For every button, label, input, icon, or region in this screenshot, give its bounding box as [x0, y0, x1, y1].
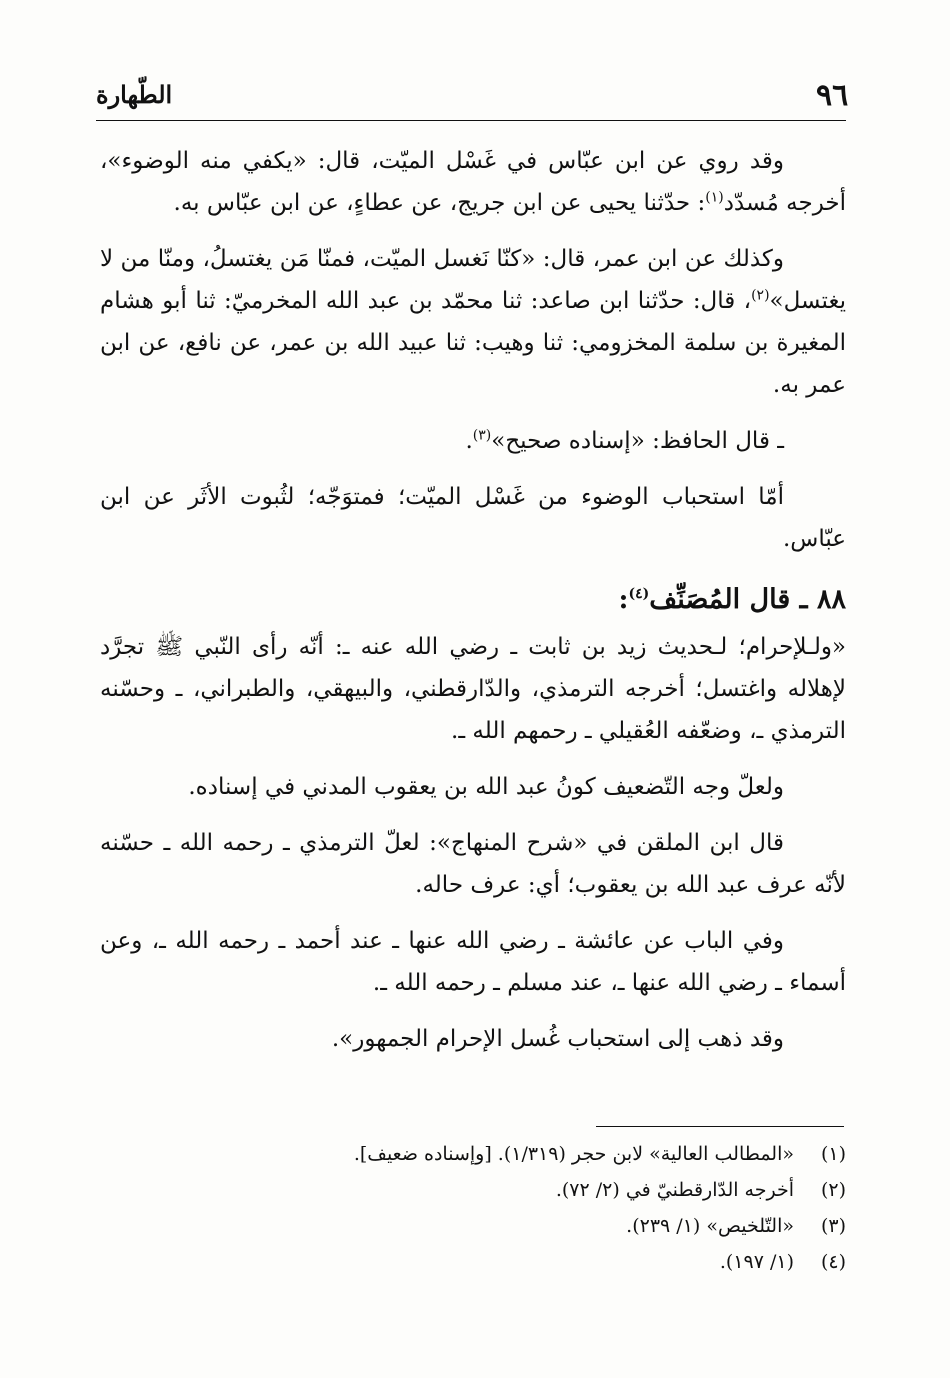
- paragraph-hafiz: ـ قال الحافظ: «إسناده صحيح»$^{(٣)}$.: [465, 427, 784, 454]
- paragraph-ibn-abbas: وقد روي عن ابن عبّاس في غَسْل الميّت، قال: «يكفي منه الوضوء»، أخرجه مُسدّد$^{(١)}$: حدّثنا يحيى عن ابن جريج، عن عطاءٍ، عن ابن عبّاس به.: [100, 148, 846, 216]
- footnote-4: (٤) (١/ ١٩٧).: [719, 1251, 846, 1273]
- footnote-divider: [596, 1126, 844, 1127]
- paragraph-jumhur: وقد ذهب إلى استحباب غُسل الإحرام الجمهور».: [331, 1026, 784, 1052]
- footnote-ref-3[interactable]: (٣): [472, 427, 492, 444]
- footnotes: [100, 1136, 846, 1280]
- footnote-2: (٢) أخرجه الدّارقطنيّ في (٢/ ٧٢).: [555, 1179, 846, 1201]
- footnote-1: (١) «المطالب العالية» لابن حجر (١/٣١٩). [وإسناده ضعيف].: [353, 1143, 846, 1165]
- paragraph-bab: وفي الباب عن عائشة ـ رضي الله عنها ـ عند أحمد ـ رحمه الله ـ، وعن أسماء ـ رضي الله عنها ـ، عند مسلم ـ رحمه الله ـ.: [100, 928, 846, 996]
- page-number: ٩٦: [816, 78, 849, 113]
- footnote-ref-2[interactable]: (٢): [751, 287, 770, 304]
- paragraph-wudu: أمّا استحباب الوضوء من غَسْل الميّت؛ فمتوَجّه؛ لثُبوت الأثَر عن ابن عبّاس.: [100, 484, 846, 552]
- running-title: الطّهارة: [96, 80, 173, 109]
- footnote-ref-1[interactable]: (١): [705, 189, 724, 206]
- paragraph-ibn-umar: وكذلك عن ابن عمر، قال: «كنّا نَغسل الميّت، فمنّا مَن يغتسلُ، ومنّا من لا يغتسل»$^{(٢)}$، قال: حدّثنا ابن صاعد: ثنا محمّد بن عبد الله المخرميّ: ثنا أبو هشام المغيرة بن سلمة المخزومي: ثنا وهيب: ثنا عبيد الله بن عمر، عن نافع، عن ابن عمر به.: [100, 246, 846, 398]
- paragraph-tadif: ولعلّ وجه التّضعيف كونُ عبد الله بن يعقوب المدني في إسناده.: [188, 774, 784, 800]
- footnote-3: (٣) «التّلخيص» (١/ ٢٣٩).: [626, 1215, 846, 1237]
- header-divider: [96, 120, 846, 121]
- footnote-ref-4[interactable]: (٤): [628, 586, 650, 602]
- main-text: [100, 140, 846, 1074]
- paragraph-ibn-mulaqqin: قال ابن الملقن في «شرح المنهاج»: لعلّ الترمذي ـ رحمه الله ـ حسّنه لأنّه عرف عبد الله بن يعقوب؛ أي: عرف حاله.: [100, 830, 846, 898]
- paragraph-ihram: «ولـلإحرام؛ لـحديث زيد بن ثابت ـ رضي الله عنه ـ: أنّه رأى النّبي ﷺ تجرَّد لإهلاله واغتسل؛ أخرجه الترمذي، والدّارقطني، والبيهقي، والطبراني، ـ وحسّنه الترمذي ـ، وضعّفه العُقيلي ـ رحمهم الله ـ.: [100, 634, 846, 744]
- section-heading: ٨٨ ـ قال المُصَنِّف$^{(٤)}$:: [618, 584, 846, 615]
